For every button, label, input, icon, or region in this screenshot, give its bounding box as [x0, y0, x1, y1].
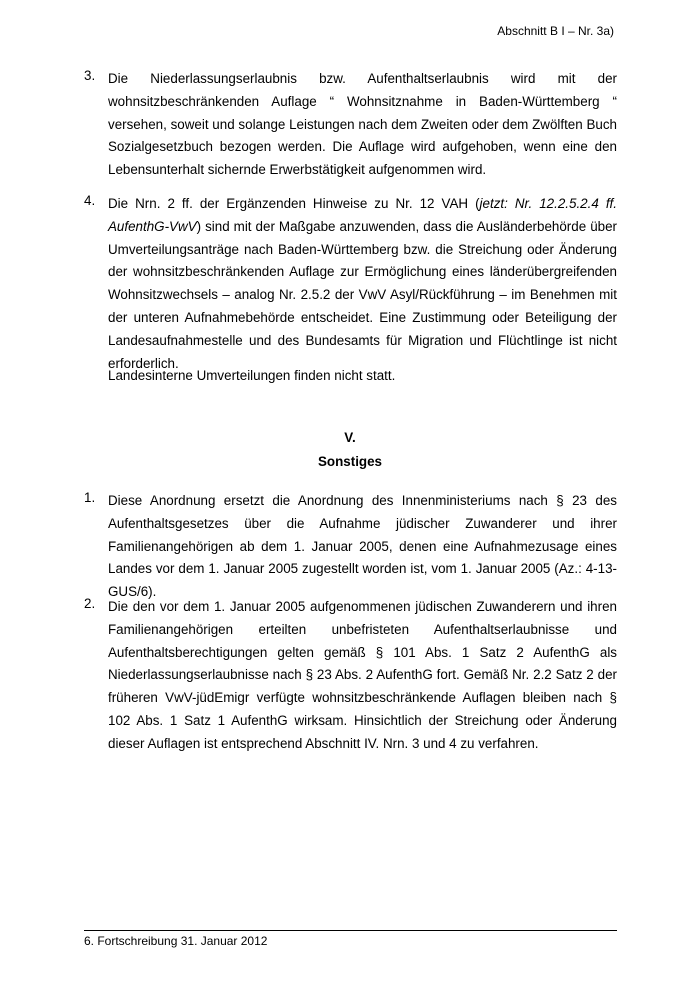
- list-item-text: Die den vor dem 1. Januar 2005 aufgenommenen jüdischen Zuwanderern und ihren Familienangehörigen erteilten unbefristeten Aufenthaltserlaubnisse und Aufenthaltsberechtigungen gelten gemäß § 101 Abs. 1 Satz 2 AufenthG als Niederlassungserlaubnisse nach § 23 Abs. 2 AufenthG fort. Gemäß Nr. 2.2 Satz 2 der früheren VwV-jüdEmigr verfügte wohnsitzbeschränkende Auflagen bleiben nach § 102 Abs. 1 Satz 1 AufenthG wirksam. Hinsichtlich der Streichung oder Änderung dieser Auflagen ist entsprechend Abschnitt IV. Nrn. 3 und 4 zu verfahren.: [108, 599, 617, 751]
- list-item-text: Diese Anordnung ersetzt die Anordnung des Innenministeriums nach § 23 des Aufenthaltsgesetzes über die Aufnahme jüdischer Zuwanderer und ihrer Familienangehörigen ab dem 1. Januar 2005, denen eine Aufnahmezusage eines Landes vor dem 1. Januar 2005 zugestellt worden ist, vom 1. Januar 2005 (Az.: 4-13-GUS/6).: [108, 493, 617, 600]
- list-item-number: 3.: [84, 68, 96, 83]
- note-paragraph: Landesinterne Umverteilungen finden nicht statt.: [108, 368, 396, 383]
- list-item-text: [108, 193, 617, 375]
- list-item: [84, 596, 617, 756]
- list-item-number: 2.: [84, 596, 96, 611]
- list-item: [84, 68, 617, 182]
- list-item-text: Die Niederlassungserlaubnis bzw. Aufenthaltserlaubnis wird mit der wohnsitzbeschränkenden Auflage “ Wohnsitznahme in Baden-Württemberg “ versehen, soweit und solange Leistungen nach dem Zweiten oder dem Zwölften Buch Sozialgesetzbuch bezogen werden. Die Auflage wird aufgehoben, wenn eine den Lebensunterhalt sichernde Erwerbstätigkeit aufgenommen wird.: [108, 71, 617, 178]
- section-title: Sonstiges: [318, 454, 382, 469]
- list-item-number: 1.: [84, 490, 96, 505]
- list-item-text-italic: jetzt: Nr. 12.2.5.2.4 ff. AufenthG-VwV: [108, 196, 617, 234]
- list-item: [84, 193, 617, 375]
- page-header-section-ref: Abschnitt B I – Nr. 3a): [497, 24, 614, 38]
- list-item-text-end: ) sind mit der Maßgabe anzuwenden, dass die Ausländerbehörde über Umverteilungsanträge nach Baden-Württemberg bzw. die Streichung oder Änderung der wohnsitzbeschränkenden Auflage zur Ermöglichung eines länderübergreifenden Wohnsitzwechsels – analog Nr. 2.5.2 der VwV Asyl/Rückführung – im Benehmen mit der unteren Aufnahmebehörde entscheidet. Eine Zustimmung oder Beteiligung der Landesaufnahmestelle und des Bundesamts für Migration und Flüchtlinge ist nicht erforderlich.: [108, 218, 617, 371]
- list-item-number: 4.: [84, 193, 96, 208]
- section-numeral: V.: [344, 430, 356, 445]
- page-footer: 6. Fortschreibung 31. Januar 2012: [84, 934, 268, 948]
- list-item-text-start: Die Nrn. 2 ff. der Ergänzenden Hinweise zu Nr. 12 VAH (: [108, 196, 480, 211]
- footer-divider: [84, 930, 617, 931]
- list-item: [84, 490, 617, 604]
